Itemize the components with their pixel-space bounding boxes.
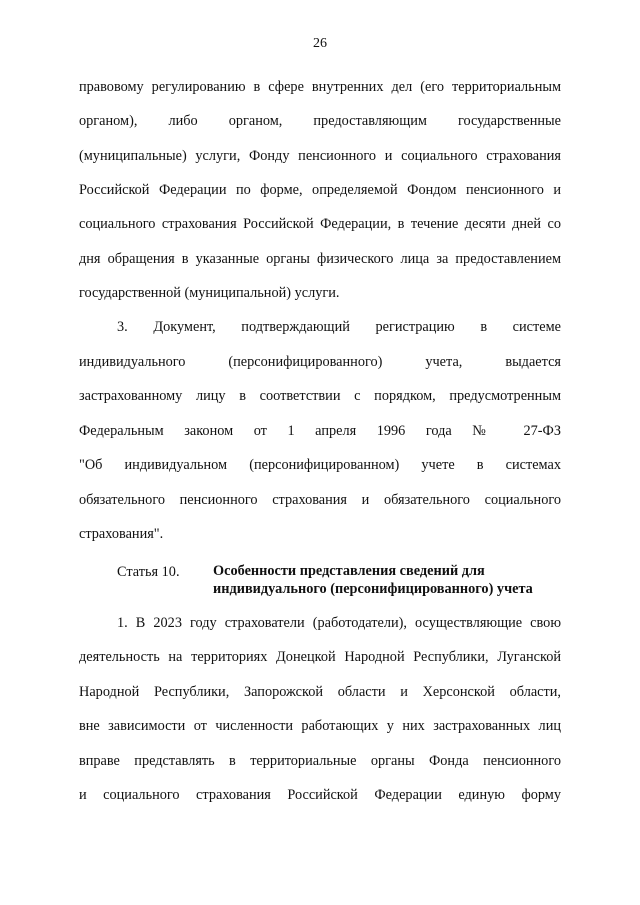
article-label: Статья 10. [117,564,180,580]
paragraph-2-line-7: страхования". [79,526,164,542]
paragraph-2-line-2: индивидуального (персонифицированного) учета, выдается [79,354,561,370]
article-title-line-2: индивидуального (персонифицированного) учета [213,581,533,597]
paragraph-3-line-5: вправе представлять в территориальные органы Фонда пенсионного [79,753,561,769]
paragraph-2-line-5: "Об индивидуальном (персонифицированном) учете в системах [79,457,561,473]
paragraph-2-line-6: обязательного пенсионного страхования и обязательного социального [79,492,561,508]
paragraph-1-line-6: дня обращения в указанные органы физического лица за предоставлением [79,251,561,267]
page-number: 26 [313,36,327,51]
paragraph-1-line-4: Российской Федерации по форме, определяемой Фондом пенсионного и [79,182,561,198]
paragraph-3-line-6: и социального страхования Российской Федерации единую форму [79,787,561,803]
paragraph-3-line-2: деятельность на территориях Донецкой Народной Республики, Луганской [79,649,561,665]
paragraph-1-line-2: органом), либо органом, предоставляющим государственные [79,113,561,129]
article-title-line-1: Особенности представления сведений для [213,563,485,579]
paragraph-3-line-3: Народной Республики, Запорожской области и Херсонской области, [79,684,561,700]
paragraph-2-line-3: застрахованному лицу в соответствии с порядком, предусмотренным [79,388,561,404]
paragraph-1-line-1: правовому регулированию в сфере внутренних дел (его территориальным [79,79,561,95]
paragraph-2-line-4: Федеральным законом от 1 апреля 1996 года № 27-ФЗ [79,423,561,439]
paragraph-1-line-7: государственной (муниципальной) услуги. [79,285,340,301]
paragraph-2-line-1: 3. Документ, подтверждающий регистрацию в системе [117,319,561,335]
paragraph-1-line-5: социального страхования Российской Федерации, в течение десяти дней со [79,216,561,232]
paragraph-3-line-4: вне зависимости от численности работающих у них застрахованных лиц [79,718,561,734]
paragraph-3-line-1: 1. В 2023 году страхователи (работодатели), осуществляющие свою [117,615,561,631]
paragraph-1-line-3: (муниципальные) услуги, Фонду пенсионного и социального страхования [79,148,561,164]
article-title [213,562,563,598]
